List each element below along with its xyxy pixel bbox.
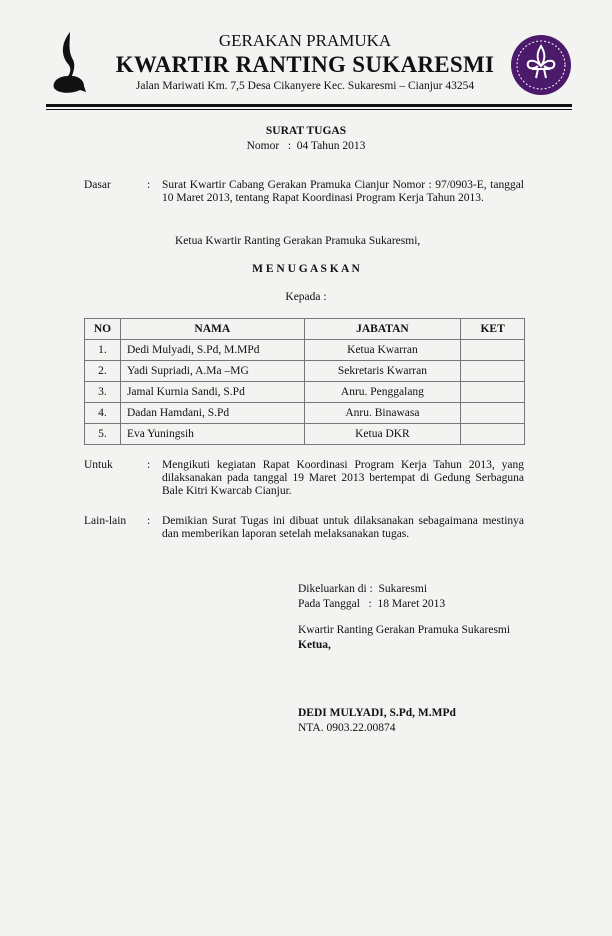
doc-title: SURAT TUGAS <box>265 125 347 137</box>
cell-nama: Yadi Supriadi, A.Ma –MG <box>120 361 304 382</box>
lain-colon: : <box>147 515 151 527</box>
col-jabatan: JABATAN <box>304 319 461 340</box>
kepada: Kepada : <box>285 291 327 303</box>
cell-nama: Dadan Hamdani, S.Pd <box>120 403 304 424</box>
cell-jabatan: Sekretaris Kwarran <box>304 361 461 382</box>
cell-ket <box>461 403 525 424</box>
cell-no: 2. <box>85 361 121 382</box>
sign-role: Ketua, <box>298 639 331 651</box>
cell-ket <box>461 382 525 403</box>
table-row <box>85 361 525 382</box>
tunas-kelapa-logo-icon <box>50 30 90 96</box>
cell-jabatan: Anru. Binawasa <box>304 403 461 424</box>
signatory-nta: NTA. 0903.22.00874 <box>298 722 396 734</box>
cell-ket <box>461 340 525 361</box>
menugaskan: M E N U G A S K A N <box>252 263 360 275</box>
untuk-colon: : <box>147 459 151 471</box>
sign-org: Kwartir Ranting Gerakan Pramuka Sukaresmi <box>298 624 511 636</box>
signatory-name: DEDI MULYADI, S.Pd, M.MPd <box>298 707 456 719</box>
cell-no: 3. <box>85 382 121 403</box>
untuk-label: Untuk <box>84 459 113 471</box>
cell-nama: Jamal Kurnia Sandi, S.Pd <box>120 382 304 403</box>
cell-jabatan: Anru. Penggalang <box>304 382 461 403</box>
cell-jabatan: Ketua DKR <box>304 424 461 445</box>
doc-number: Nomor : 04 Tahun 2013 <box>246 140 366 152</box>
cell-nama: Dedi Mulyadi, S.Pd, M.MPd <box>120 340 304 361</box>
table-row <box>85 424 525 445</box>
org-title: KWARTIR RANTING SUKARESMI <box>115 52 495 77</box>
org-name: GERAKAN PRAMUKA <box>218 31 392 50</box>
col-nama: NAMA <box>120 319 304 340</box>
cell-no: 1. <box>85 340 121 361</box>
header-rule-thin <box>46 109 572 110</box>
issued-date: Pada Tanggal : 18 Maret 2013 <box>298 598 446 610</box>
issued-place: Dikeluarkan di : Sukaresmi <box>298 583 428 595</box>
untuk-text: Mengikuti kegiatan Rapat Koordinasi Program Kerja Tahun 2013, yang dilaksanakan pada tanggal 19 Maret 2013 bertempat di Gedung Serbaguna Bale Kitri Kwarcab Cianjur. <box>162 459 524 497</box>
cell-no: 4. <box>85 403 121 424</box>
header-rule <box>46 104 572 107</box>
table-row <box>85 403 525 424</box>
table-row <box>85 340 525 361</box>
cell-no: 5. <box>85 424 121 445</box>
org-address: Jalan Mariwati Km. 7,5 Desa Cikanyere Kec. Sukaresmi – Cianjur 43254 <box>135 80 475 92</box>
table-header-row <box>85 319 525 340</box>
cell-ket <box>461 361 525 382</box>
dasar-text: Surat Kwartir Cabang Gerakan Pramuka Cianjur Nomor : 97/0903-E, tanggal 10 Maret 2013, tentang Rapat Koordinasi Program Kerja Tahun 2013. <box>162 179 524 204</box>
cell-nama: Eva Yuningsih <box>120 424 304 445</box>
col-ket: KET <box>461 319 525 340</box>
scout-emblem-icon <box>510 34 572 96</box>
table-row <box>85 382 525 403</box>
dasar-label: Dasar <box>84 179 111 191</box>
assignee-table <box>84 318 525 445</box>
cell-ket <box>461 424 525 445</box>
ketua-line: Ketua Kwartir Ranting Gerakan Pramuka Sukaresmi, <box>175 235 421 247</box>
lain-label: Lain-lain <box>84 515 127 527</box>
cell-jabatan: Ketua Kwarran <box>304 340 461 361</box>
dasar-colon: : <box>147 179 151 191</box>
col-no: NO <box>85 319 121 340</box>
lain-text: Demikian Surat Tugas ini dibuat untuk dilaksanakan sebagaimana mestinya dan memberikan laporan setelah melaksanakan tugas. <box>162 515 524 540</box>
